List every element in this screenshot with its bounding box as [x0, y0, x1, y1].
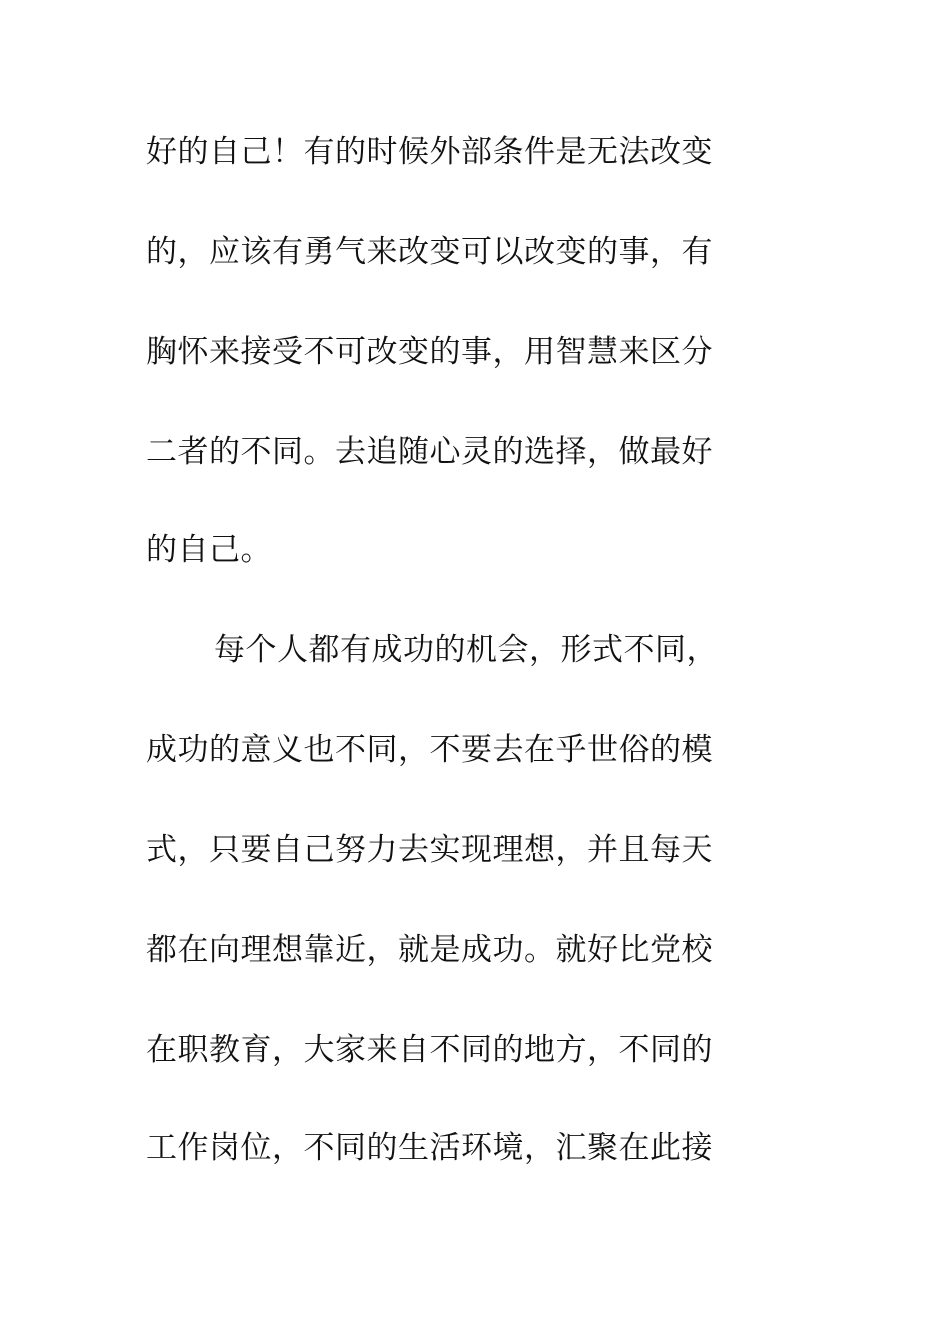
text-line: 都在向理想靠近，就是成功。就好比党校	[146, 932, 713, 968]
text-line: 胸怀来接受不可改变的事，用智慧来区分	[146, 334, 713, 370]
text-line: 在职教育，大家来自不同的地方，不同的	[146, 1032, 713, 1068]
text-line: 二者的不同。去追随心灵的选择，做最好	[146, 434, 713, 470]
text-line: 式，只要自己努力去实现理想，并且每天	[146, 832, 713, 868]
text-line: 好的自己！有的时候外部条件是无法改变	[146, 134, 713, 170]
text-line: 工作岗位，不同的生活环境，汇聚在此接	[146, 1130, 713, 1166]
text-line: 的自己。	[146, 532, 272, 568]
text-line: 每个人都有成功的机会，形式不同，	[214, 632, 718, 668]
text-line: 的，应该有勇气来改变可以改变的事，有	[146, 234, 713, 270]
text-line: 成功的意义也不同，不要去在乎世俗的模	[146, 732, 713, 768]
